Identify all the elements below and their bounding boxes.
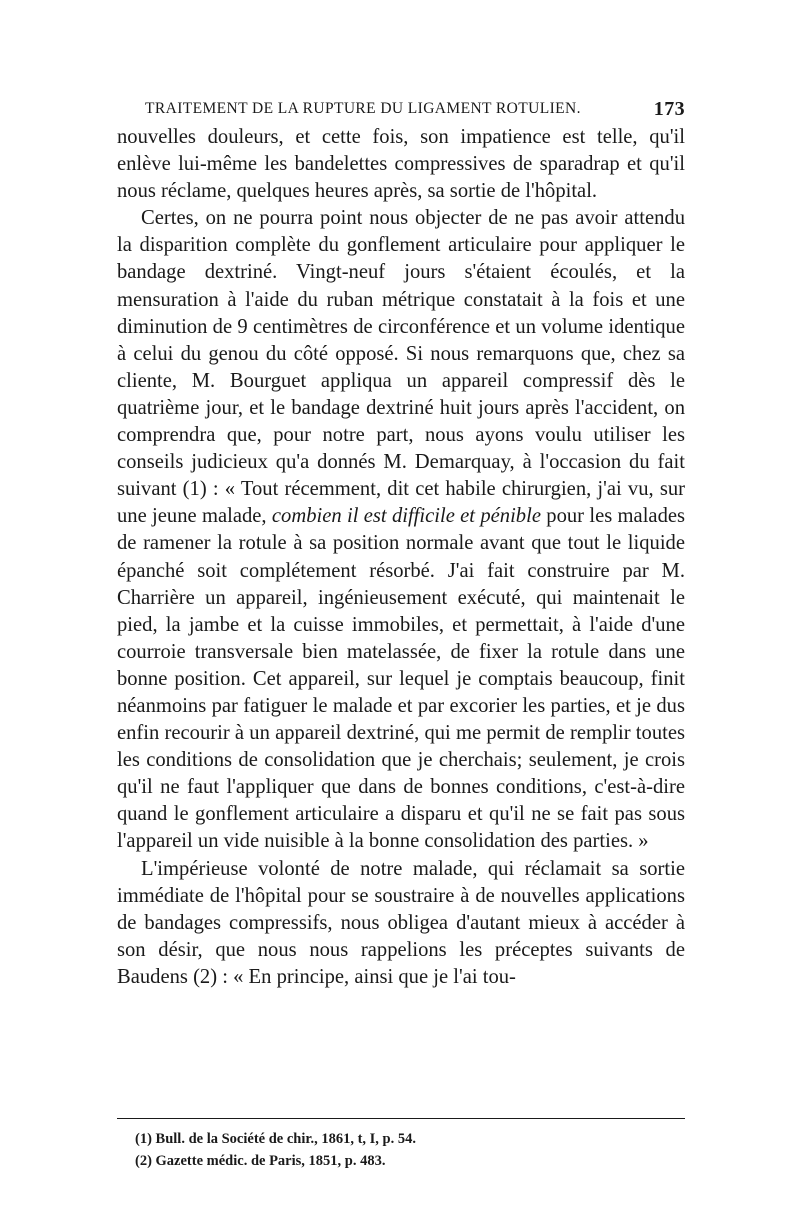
paragraph-baudens: L'impérieuse volonté de notre malade, qui réclamait sa sortie immédiate de l'hôpital pour se soustraire à de nouvelles applications de bandages compressifs, nous obligea d'autant mieux à accéder à son désir, que nous nous rappelions les préceptes suivants de Baudens (2) : « En principe, ainsi que je l'ai tou-	[117, 857, 685, 988]
footnote-1: (1) Bull. de la Société de chir., 1861, t, I, p. 54.	[135, 1131, 417, 1147]
footnotes	[135, 1128, 685, 1172]
italic-quote: combien il est difficile et pénible	[271, 505, 541, 528]
footnote-2: (2) Gazette médic. de Paris, 1851, p. 483.	[135, 1153, 386, 1169]
book-page	[117, 0, 685, 1215]
running-head	[145, 96, 685, 122]
paragraph-demarquay-text-b: pour les malades de ramener la rotule à sa position normale avant que tout le liquide épanché soit complétement résorbé. J'ai fait construire par M. Charrière un appareil, ingénieusement exécuté, qui maintenait le pied, la jambe et la cuisse immobiles, et permettait, à l'aide d'une courroie transversale bien matelassée, de fixer la rotule dans une bonne position. Cet appareil, sur lequel je comptais beaucoup, finit néanmoins par fatiguer le malade et par excorier les parties, et je dus enfin recourir à un appareil dextriné, qui me permit de remplir toutes les conditions de consolidation que je cherchais; seulement, je crois qu'il ne faut l'appliquer que dans de bonnes conditions, c'est-à-dire quand le gonflement articulaire a disparu et qu'il ne se fait pas sous l'appareil un vide nuisible à la bonne consolidation des parties. »	[117, 505, 686, 853]
footnote-rule	[117, 1118, 685, 1119]
paragraph-demarquay	[117, 205, 685, 855]
body-text	[117, 124, 685, 991]
page-number: 173	[653, 98, 685, 120]
paragraph-demarquay-text-a: Certes, on ne pourra point nous objecter de ne pas avoir attendu la disparition complète du gonflement articulaire pour appliquer le bandage dextriné. Vingt-neuf jours s'étaient écoulés, et la mensuration à l'aide du ruban métrique constatait à la fois et une diminution de 9 centimètres de circonférence et un volume identique à celui du genou du côté opposé. Si nous remarquons que, chez sa cliente, M. Bourguet appliqua un appareil compressif dès le quatrième jour, et le bandage dextriné huit jours après l'accident, on comprendra que, pour notre part, nous ayons voulu utiliser les conseils judicieux qu'a donnés M. Demarquay, à l'occasion du fait suivant (1) : « Tout récemment, dit cet habile chirurgien, j'ai vu, sur une jeune malade,	[117, 207, 685, 528]
running-head-title: TRAITEMENT DE LA RUPTURE DU LIGAMENT ROTULIEN.	[145, 100, 581, 117]
paragraph-continued: nouvelles douleurs, et cette fois, son impatience est telle, qu'il enlève lui-même les bandelettes compressives de sparadrap et qu'il nous réclame, quelques heures après, sa sortie de l'hôpital.	[117, 126, 685, 203]
